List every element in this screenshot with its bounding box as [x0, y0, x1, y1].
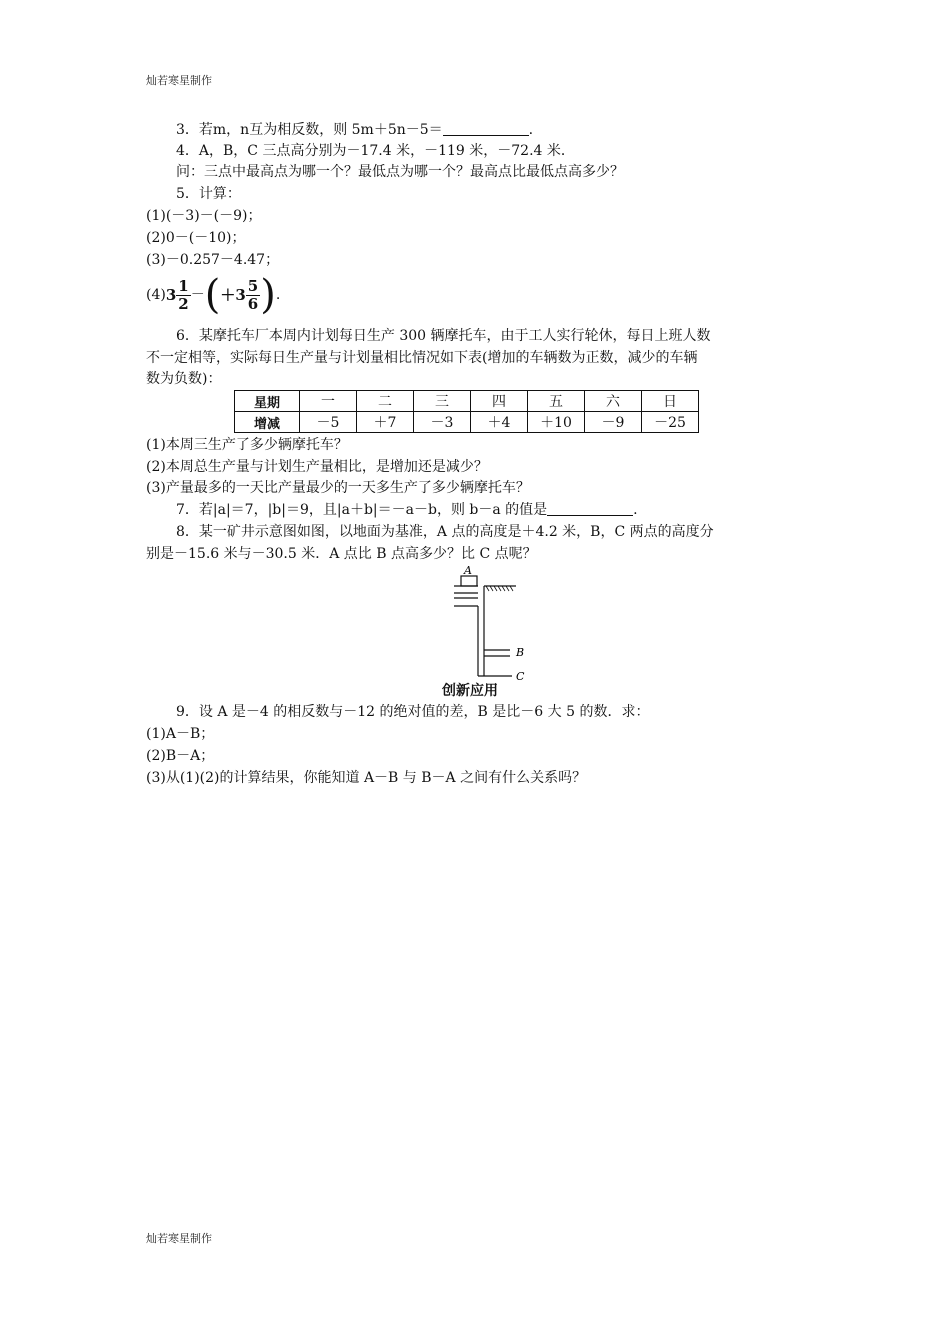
q7-answer-blank[interactable] [547, 501, 633, 516]
q3-answer-blank[interactable] [443, 121, 529, 136]
q8-line2: 别是－15.6 米与－30.5 米．A 点比 B 点高多少？比 C 点呢？ [146, 546, 537, 562]
q6-line1: 6．某摩托车厂本周内计划每日生产 300 辆摩托车，由于工人实行轮休，每日上班人数 [176, 328, 711, 344]
q3-text: 3．若m，n互为相反数，则 5m＋5n－5＝ [176, 122, 443, 138]
table-cell: 日 [642, 391, 699, 412]
q5-part2: (2)0－(－10)； [146, 230, 246, 246]
q9-line1: 9．设 A 是－4 的相反数与－12 的绝对值的差，B 是比－6 大 5 的数．求： [176, 704, 650, 720]
table-cell: 四 [471, 391, 528, 412]
table-cell: ＋7 [357, 412, 414, 433]
section-title: 创新应用 [442, 683, 498, 699]
q6-sub3: (3)产量最多的一天比产量最少的一天多生产了多少辆摩托车？ [146, 480, 530, 496]
q5-part4: (4)3 $\frac{1}{2}$ －(＋3 $\frac{5}{6}$ ). [146, 272, 281, 318]
q7-suffix: . [633, 502, 638, 518]
q9-sub3: (3)从(1)(2)的计算结果，你能知道 A－B 与 B－A 之间有什么关系吗？ [146, 770, 587, 786]
page-header: 灿若寒星制作 [146, 74, 212, 87]
table-cell: －9 [585, 412, 642, 433]
table-cell: 二 [357, 391, 414, 412]
q6-line3: 数为负数)： [146, 371, 222, 387]
table-cell: ＋10 [528, 412, 585, 433]
q5-part1: (1)(－3)－(－9)； [146, 208, 262, 224]
label-a: A [464, 564, 472, 577]
right-paren: ) [260, 272, 276, 318]
q9-sub2: (2)B－A； [146, 748, 215, 764]
q3 [176, 120, 533, 140]
q7 [176, 500, 638, 520]
table-cell: －5 [300, 412, 357, 433]
q6-line2: 不一定相等，实际每日生产量与计划量相比情况如下表(增加的车辆数为正数，减少的车辆 [146, 350, 698, 366]
table-cell: －3 [414, 412, 471, 433]
q8-line1: 8．某一矿井示意图如图，以地面为基准，A 点的高度是＋4.2 米，B，C 两点的高度分 [176, 524, 714, 540]
q9-sub1: (1)A－B； [146, 726, 215, 742]
left-paren: ( [204, 272, 221, 318]
q5-part4-sign: ＋3 [220, 286, 246, 304]
page-footer: 灿若寒星制作 [146, 1232, 212, 1245]
q5-part3: (3)－0.257－4.47； [146, 252, 280, 268]
q5-title: 5．计算： [176, 186, 241, 202]
table-cell: ＋4 [471, 412, 528, 433]
q4-line1: 4．A，B，C 三点高分别为－17.4 米，－119 米，－72.4 米． [176, 143, 575, 159]
table-row [235, 391, 699, 412]
label-b: B [516, 646, 525, 659]
q5-part4-minus: － [190, 287, 205, 303]
q6-sub2: (2)本周总生产量与计划生产量相比，是增加还是减少？ [146, 459, 488, 475]
fraction-1-2: $\frac{1}{2}$ [178, 276, 189, 313]
q5-part4-whole1: 3 [165, 286, 177, 304]
table-cell: 五 [528, 391, 585, 412]
table-cell: －25 [642, 412, 699, 433]
q5-part4-label: (4) [146, 287, 166, 303]
fraction-5-6: $\frac{5}{6}$ [247, 276, 259, 313]
table-cell: 一 [300, 391, 357, 412]
table-head-day: 星期 [235, 391, 300, 412]
table-cell: 六 [585, 391, 642, 412]
table-head-change: 增减 [235, 412, 300, 433]
production-table [234, 390, 699, 433]
q6-sub1: (1)本周三生产了多少辆摩托车？ [146, 437, 348, 453]
q3-suffix: . [528, 122, 534, 138]
table-cell: 三 [414, 391, 471, 412]
mine-shaft-diagram [454, 564, 534, 682]
q4-line2: 问：三点中最高点为哪一个？最低点为哪一个？最高点比最低点高多少？ [176, 164, 624, 180]
q7-text: 7．若|a|＝7，|b|＝9，且|a＋b|＝－a－b，则 b－a 的值是 [176, 502, 548, 518]
label-c: C [516, 670, 525, 682]
table-row [235, 412, 699, 433]
